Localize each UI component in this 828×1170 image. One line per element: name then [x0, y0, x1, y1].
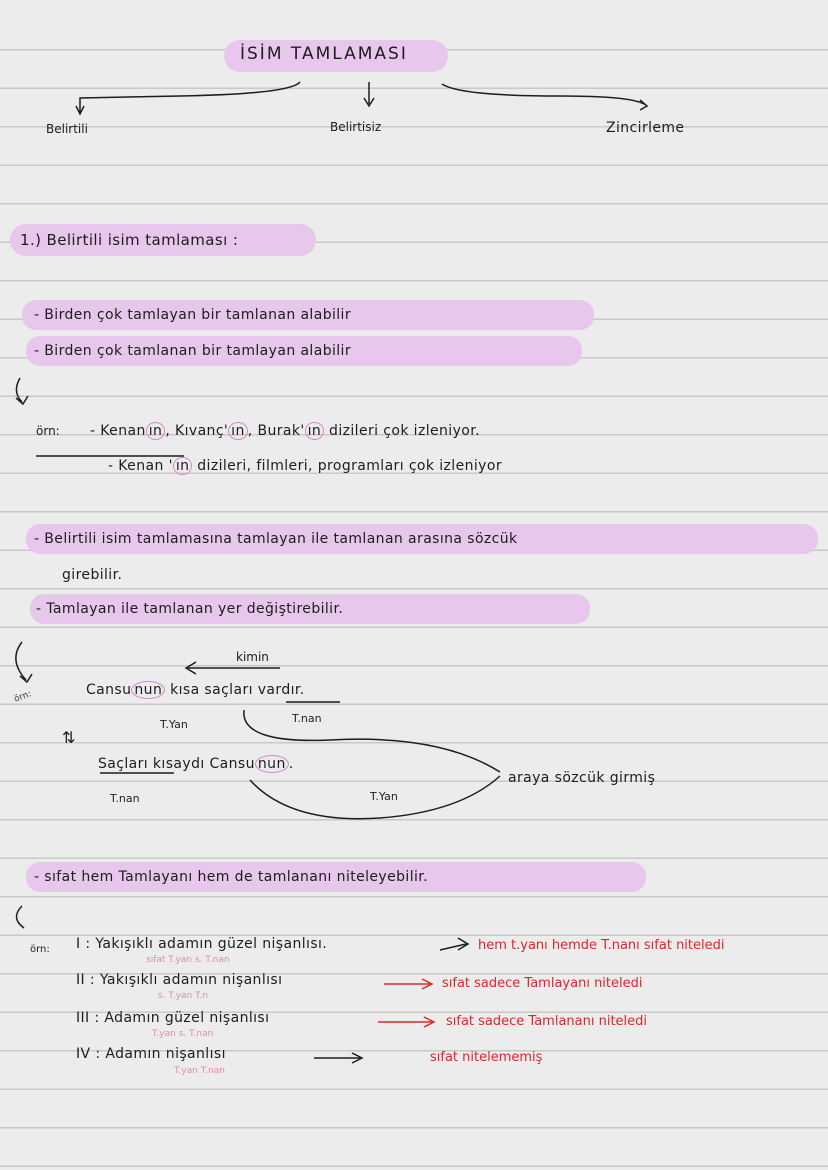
ex1-part: - Kenan: [90, 423, 146, 439]
kimin-label: kimin: [236, 650, 269, 664]
row-3-note: sıfat sadece Tamlananı niteledi: [446, 1014, 648, 1029]
example-1-line-2: [108, 458, 502, 474]
row-number: II: [76, 972, 86, 988]
curve-arrow-3: [16, 906, 24, 928]
example-label-2: örn:: [12, 689, 33, 705]
ex2-part: - Kenan ': [108, 458, 173, 474]
row-3: III : Adamın güzel nişanlısı: [76, 1010, 270, 1026]
suffix-circle: ın: [228, 422, 248, 440]
example-label-3: örn:: [30, 944, 50, 955]
example-1-line-1: [90, 423, 480, 439]
row-2-labels: s. T.yan T.n: [158, 991, 209, 1001]
s1-tyan-label: T.Yan: [160, 718, 188, 731]
section2-rule2: - Tamlayan ile tamlanan yer değiştirebilir.: [36, 601, 344, 617]
branch-zincirleme: Zincirleme: [606, 120, 685, 136]
suffix-circle: ın: [305, 422, 325, 440]
section2-rule1-cont: girebilir.: [62, 567, 123, 583]
s1-part: Cansu: [86, 682, 132, 698]
suffix-circle: ın: [173, 457, 193, 475]
row-4: IV : Adamın nişanlısı: [76, 1046, 226, 1062]
row-1-labels: sıfat T.yan s. T.nan: [146, 955, 230, 965]
s2-tnan-label: T.nan: [110, 792, 140, 805]
ex1-part: , Burak': [247, 423, 305, 439]
suffix-circle: nun: [131, 681, 165, 699]
page-title: İSİM TAMLAMASI: [240, 44, 408, 64]
row-4-note: sıfat nitelememiş: [430, 1050, 543, 1065]
suffix-circle: nun: [255, 755, 289, 773]
row-text: Yakışıklı adamın güzel nişanlısı.: [95, 936, 328, 952]
branch-belirtisiz: Belirtisiz: [330, 120, 382, 134]
row-2: II : Yakışıklı adamın nişanlısı: [76, 972, 283, 988]
row-number: III: [76, 1010, 90, 1026]
ex1-part: dizileri çok izleniyor.: [324, 423, 480, 439]
curve-arrow-2: [16, 642, 26, 680]
note-araya: araya sözcük girmiş: [508, 770, 656, 786]
example-label-1: örn:: [36, 424, 60, 438]
sentence-1: [86, 682, 305, 698]
row-1: I : Yakışıklı adamın güzel nişanlısı.: [76, 936, 328, 952]
row-1-note: hem t.yanı hemde T.nanı sıfat niteledi: [478, 938, 725, 953]
section1-rule2: - Birden çok tamlanan bir tamlayan alabilir: [34, 343, 352, 359]
arrow-belirtili: [80, 82, 300, 112]
row-2-note: sıfat sadece Tamlayanı niteledi: [442, 976, 643, 991]
ex1-part: , Kıvanç': [165, 423, 229, 439]
row-text: Adamın güzel nişanlısı: [104, 1010, 270, 1026]
swap-icon: ⇅: [62, 728, 76, 747]
row-text: Yakışıklı adamın nişanlısı: [99, 972, 283, 988]
suffix-circle: ın: [146, 422, 166, 440]
section3-rule: - sıfat hem Tamlayanı hem de tamlananı niteleyebilir.: [34, 869, 429, 885]
s2-tyan-label: T.Yan: [370, 790, 398, 803]
arrow-zincirleme: [442, 84, 644, 104]
ex2-part: dizileri, filmleri, programları çok izleniyor: [192, 458, 502, 474]
section1-rule1: - Birden çok tamlayan bir tamlanan alabilir: [34, 307, 352, 323]
row-number: I: [76, 936, 81, 952]
s2-part: Saçları kısaydı Cansu: [98, 756, 255, 772]
s1-part: kısa saçları vardır.: [165, 682, 305, 698]
sentence-2: [98, 756, 294, 772]
row-4-labels: T.yan T.nan: [174, 1066, 225, 1076]
branch-belirtili: Belirtili: [46, 122, 88, 136]
row-text: Adamın nişanlısı: [105, 1046, 226, 1062]
s1-tnan-label: T.nan: [292, 712, 322, 725]
section2-rule1: - Belirtili isim tamlamasına tamlayan ile tamlanan arasına sözcük: [34, 531, 518, 547]
section1-heading: 1.) Belirtili isim tamlaması :: [20, 231, 239, 249]
s2-part: .: [288, 756, 294, 772]
row-3-labels: T.yan s. T.nan: [152, 1029, 214, 1039]
row-number: IV: [76, 1046, 91, 1062]
